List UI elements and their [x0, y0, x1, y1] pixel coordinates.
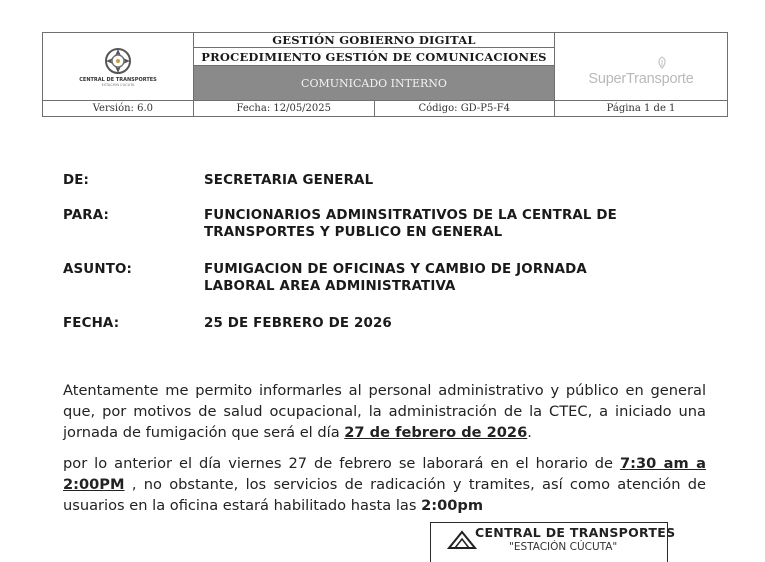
codigo-cell: Código: GD-P5-F4 — [374, 101, 555, 117]
header-title-3: COMUNICADO INTERNO — [194, 66, 555, 101]
header-title-2: PROCEDIMIENTO GESTIÓN DE COMUNICACIONES — [194, 48, 555, 66]
paragraph-2 — [63, 453, 706, 516]
fecha-cell: Fecha: 12/05/2025 — [194, 101, 375, 117]
fumigation-date: 27 de febrero de 2026 — [344, 424, 528, 441]
asunto-label: ASUNTO: — [63, 262, 133, 277]
central-transportes-logo-icon — [103, 46, 133, 76]
official-stamp — [430, 522, 676, 562]
pagina-cell: Página 1 de 1 — [555, 101, 728, 117]
closing-hour: 2:00pm — [421, 497, 484, 514]
fecha-value: 25 DE FEBRERO DE 2026 — [204, 316, 392, 331]
paragraph-1-end: . — [527, 424, 532, 441]
supertransporte-logo — [588, 71, 693, 87]
stamp-line-2: "ESTACIÓN CÚCUTA" — [509, 541, 618, 553]
para-value: FUNCIONARIOS ADMINSITRATIVOS DE LA CENTRAL DE TRANSPORTES Y PUBLICO EN GENERAL — [204, 208, 617, 240]
fecha-label: FECHA: — [63, 316, 120, 331]
version-cell: Versión: 6.0 — [43, 101, 194, 117]
de-label: DE: — [63, 173, 90, 188]
paragraph-1-text: Atentamente me permito informarles al personal administrativo y público en general que, por motivos de salud ocupacional, la administración de la CTEC, a iniciado una jornada de fumigación que será el día — [63, 382, 706, 441]
logo-subtitle: ESTACION CUCUTA — [101, 83, 135, 87]
paragraph-2-text: por lo anterior el día viernes 27 de febrero se laborará en el horario de — [63, 455, 620, 472]
supertransporte-logo-cell — [555, 33, 728, 101]
stamp-line-1: CENTRAL DE TRANSPORTES — [475, 525, 676, 540]
asunto-value: FUMIGACION DE OFICINAS Y CAMBIO DE JORNADA LABORAL AREA ADMINISTRATIVA — [204, 262, 587, 294]
para-label: PARA: — [63, 208, 109, 223]
document-header — [42, 32, 728, 117]
company-logo-cell — [43, 33, 194, 101]
header-title-1: GESTIÓN GOBIERNO DIGITAL — [194, 33, 555, 48]
logo-name: CENTRAL DE TRANSPORTES — [79, 77, 157, 83]
paragraph-1 — [63, 380, 706, 443]
work-hours: 7:30 am a 2:00PM — [63, 455, 706, 493]
supertransporte-text: SuperTransporte — [588, 70, 694, 87]
de-value: SECRETARIA GENERAL — [204, 173, 374, 188]
supertransporte-mark-icon — [656, 56, 668, 69]
paragraph-2-mid: , no obstante, los servicios de radicación y tramites, así como atención de usuarios en la oficina estará habilitado hasta las — [63, 476, 706, 514]
